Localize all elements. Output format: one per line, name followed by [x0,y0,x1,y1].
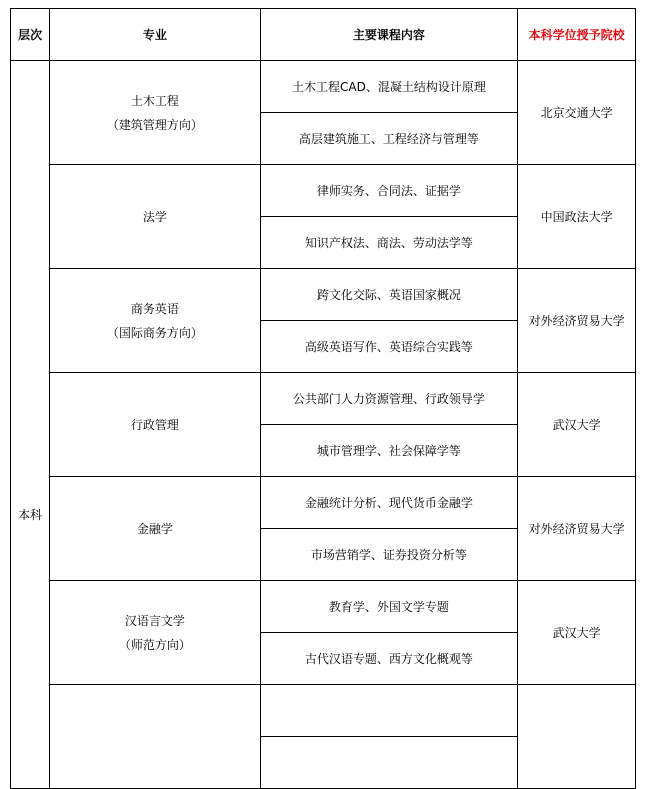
course-cell: 教育学、外国文学专题 [260,581,518,633]
course-cell: 知识产权法、商法、劳动法学等 [260,217,518,269]
degree-program-table [10,8,636,789]
school-cell: 北京交通大学 [518,61,636,165]
table-header-row [11,9,636,61]
major-cell [50,685,260,789]
level-cell [11,61,50,789]
major-cell [50,581,260,685]
major-cell [50,61,260,165]
header-level: 层次 [11,9,50,61]
table-row [11,581,636,633]
header-major: 专业 [50,9,260,61]
school-cell [518,685,636,789]
course-cell: 高层建筑施工、工程经济与管理等 [260,113,518,165]
table-row [11,61,636,113]
level-label: 本科 [18,508,43,522]
course-cell [260,685,518,737]
table-row [11,165,636,217]
major-direction: （师范方向） [118,637,191,652]
course-cell [260,737,518,789]
course-cell: 古代汉语专题、西方文化概观等 [260,633,518,685]
header-courses: 主要课程内容 [260,9,518,61]
major-direction: （国际商务方向） [106,325,203,340]
course-cell: 高级英语写作、英语综合实践等 [260,321,518,373]
major-name: 金融学 [136,521,173,536]
table-row-partial [11,685,636,737]
major-cell [50,373,260,477]
major-name: 土木工程 [130,93,179,108]
course-cell: 公共部门人力资源管理、行政领导学 [260,373,518,425]
major-name: 汉语言文学 [124,613,185,628]
school-cell: 武汉大学 [518,373,636,477]
major-name: 商务英语 [130,301,179,316]
course-cell: 金融统计分析、现代货币金融学 [260,477,518,529]
course-cell: 律师实务、合同法、证据学 [260,165,518,217]
school-cell: 武汉大学 [518,581,636,685]
school-cell: 对外经济贸易大学 [518,477,636,581]
major-name: 行政管理 [130,417,179,432]
table-row [11,269,636,321]
school-cell: 对外经济贸易大学 [518,269,636,373]
major-direction: （建筑管理方向） [106,117,203,132]
table-row [11,477,636,529]
table-row [11,373,636,425]
course-cell: 跨文化交际、英语国家概况 [260,269,518,321]
major-cell [50,269,260,373]
major-name: 法学 [142,209,167,224]
school-cell: 中国政法大学 [518,165,636,269]
header-school: 本科学位授予院校 [518,9,636,61]
course-cell: 土木工程CAD、混凝土结构设计原理 [260,61,518,113]
major-cell [50,165,260,269]
course-cell: 市场营销学、证券投资分析等 [260,529,518,581]
course-cell: 城市管理学、社会保障学等 [260,425,518,477]
major-cell [50,477,260,581]
